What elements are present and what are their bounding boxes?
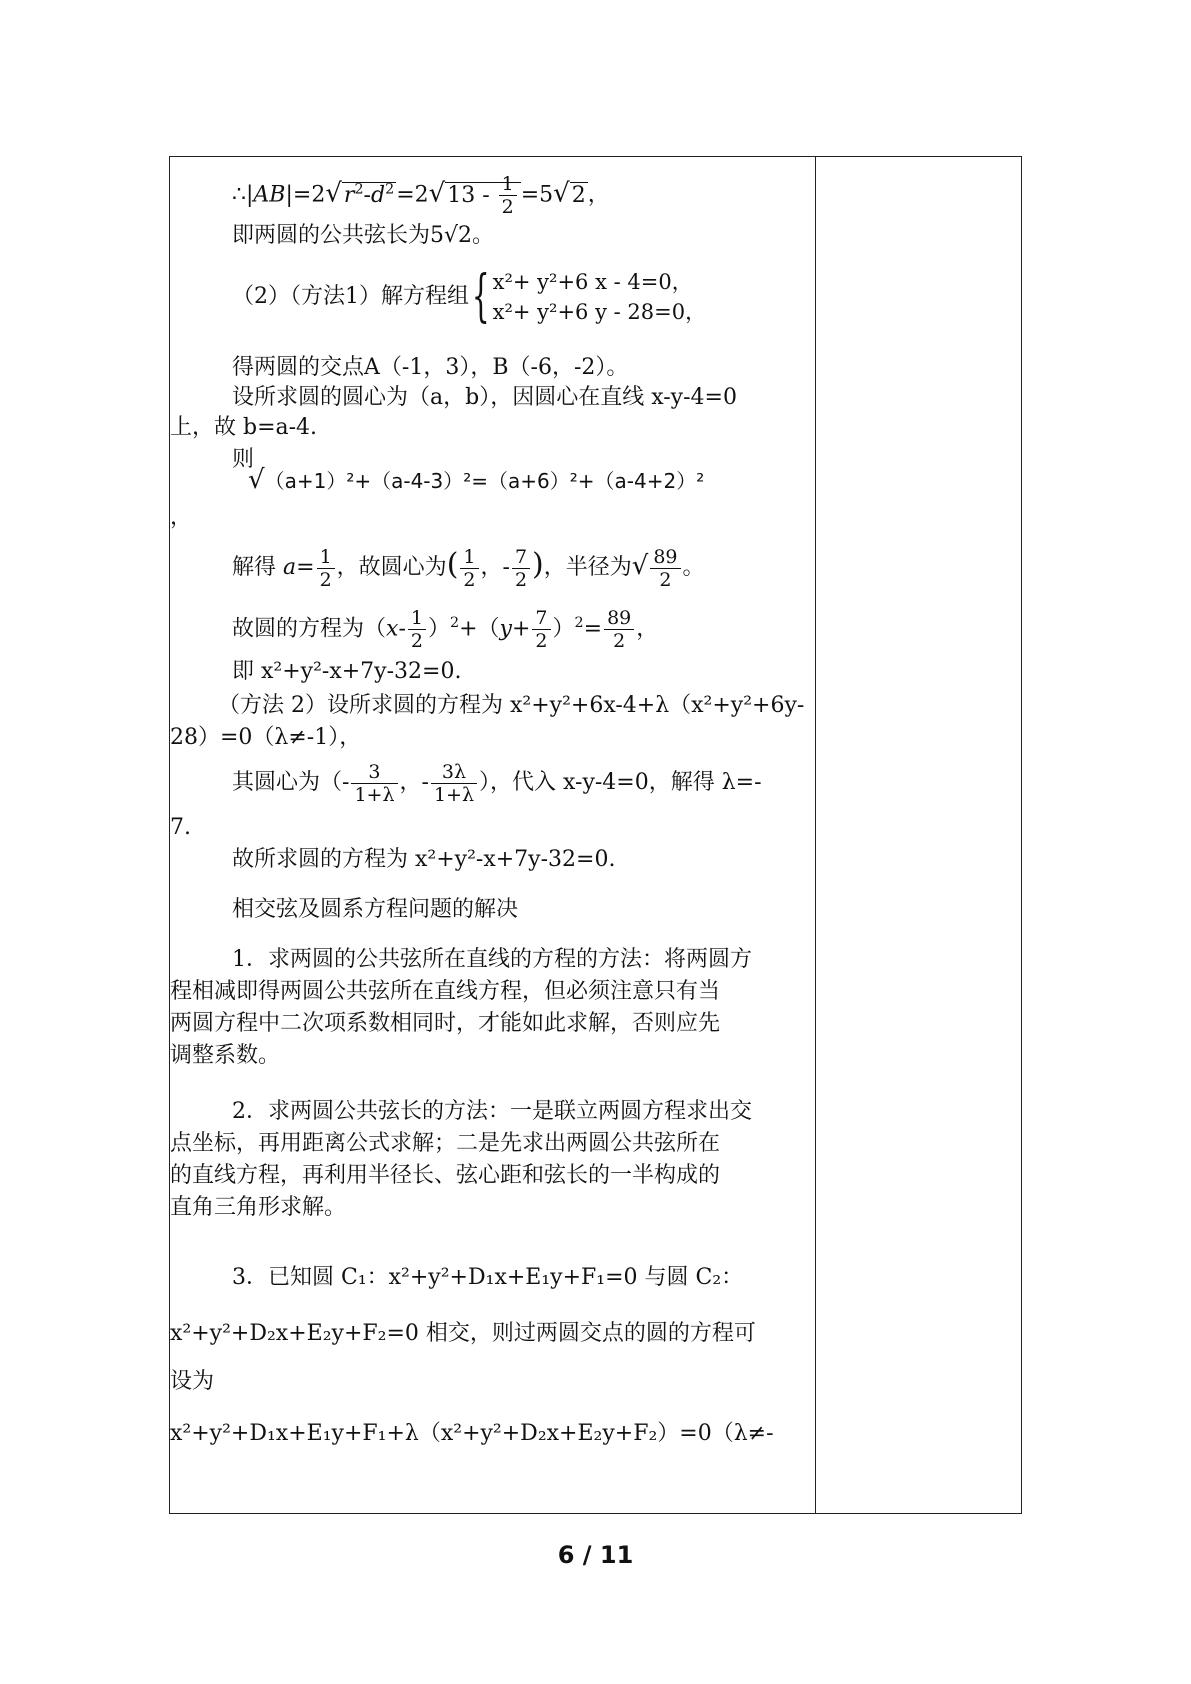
section-title: 相交弦及圆系方程问题的解决 bbox=[232, 897, 519, 922]
paragraph-1-line-1: 1．求两圆的公共弦所在直线的方程的方法：将两圆方 bbox=[232, 947, 752, 972]
method2-line-1: （方法 2）设所求圆的方程为 x²+y²+6x-4+λ（x²+y²+6y- bbox=[218, 693, 805, 718]
brace: { bbox=[471, 264, 490, 329]
equation-2: x²+ y²+6 y - 28=0， bbox=[492, 300, 707, 324]
paragraph-1-line-3: 两圆方程中二次项系数相同时，才能如此求解，否则应先 bbox=[170, 1011, 721, 1036]
ze-label: 则 bbox=[232, 447, 255, 472]
center2-line: 其圆心为（- $\frac{3}{1+\lambda}$ ，- $\frac{3\lambda}{1+\lambda}$ ），代入 x-y-4=0，解得 λ=- bbox=[232, 760, 762, 806]
paragraph-3-line-4: x²+y²+D₁x+E₁y+F₁+λ（x²+y²+D₂x+E₂y+F₂）=0（λ≠- bbox=[170, 1421, 774, 1446]
paragraph-2-line-1: 2．求两圆公共弦长的方法：一是联立两圆方程求出交 bbox=[232, 1099, 752, 1124]
equation-system-line bbox=[232, 265, 706, 329]
center-line-1: 设所求圆的圆心为（a，b），因圆心在直线 x-y-4=0 bbox=[232, 385, 737, 410]
equation-1: x²+ y²+6 x - 4=0， bbox=[492, 270, 693, 294]
paragraph-3-line-1: 3．已知圆 C₁：x²+y²+D₁x+E₁y+F₁=0 与圆 C₂： bbox=[232, 1265, 744, 1290]
paragraph-3-line-2: x²+y²+D₂x+E₂y+F₂=0 相交，则过两圆交点的圆的方程可 bbox=[170, 1321, 756, 1346]
paragraph-1-line-4: 调整系数。 bbox=[170, 1043, 281, 1068]
paragraph-2-line-2: 点坐标，再用距离公式求解；二是先求出两圆公共弦所在 bbox=[170, 1131, 721, 1156]
paragraph-3-line-3: 设为 bbox=[170, 1369, 215, 1394]
distance-equation: √（a+1）²+（a-4-3）²=（a+6）²+（a-4+2）² bbox=[248, 465, 705, 495]
common-chord-result: 即两圆的公共弦长为5√2。 bbox=[232, 223, 495, 248]
solve-a-line: 解得 a= $\frac{1}{2}$ ，故圆心为( $\frac{1}{2}$ ，- $\frac{7}{2}$ )，半径为√ $\frac{89}{2}$ 。 bbox=[232, 545, 705, 591]
page-number: 6 / 11 bbox=[557, 1541, 634, 1569]
column-divider bbox=[815, 157, 816, 1513]
final-equation: 故所求圆的方程为 x²+y²-x+7y-32=0. bbox=[232, 847, 616, 872]
comma-line: ， bbox=[170, 505, 193, 530]
circle-equation-line: 故圆的方程为（x- $\frac{1}{2}$ ）$^2$+（y+ $\frac{7}{2}$ ）$^2$= $\frac{89}{2}$ ， bbox=[232, 606, 659, 652]
intersection-points: 得两圆的交点A（-1，3），B（-6，-2）。 bbox=[232, 355, 629, 380]
seven-line: 7. bbox=[170, 815, 191, 840]
paragraph-1-line-2: 程相减即得两圆公共弦所在直线方程，但必须注意只有当 bbox=[170, 979, 721, 1004]
circle-equation-simple: 即 x²+y²-x+7y-32=0. bbox=[232, 659, 462, 684]
content-table bbox=[169, 156, 1022, 1514]
center-line-2: 上，故 b=a-4. bbox=[170, 415, 318, 440]
part2-label: （2）（方法1）解方程组 bbox=[232, 284, 469, 309]
paragraph-2-line-3: 的直线方程，再利用半径长、弦心距和弦长的一半构成的 bbox=[170, 1163, 721, 1188]
method2-line-2: 28）=0（λ≠-1）， bbox=[170, 725, 362, 750]
ab-length-line: $\therefore|AB|=2√r^2-d^2=2√13$ - $\frac{1}{2}$ =5√2， bbox=[232, 173, 610, 218]
paragraph-2-line-4: 直角三角形求解。 bbox=[170, 1195, 347, 1220]
